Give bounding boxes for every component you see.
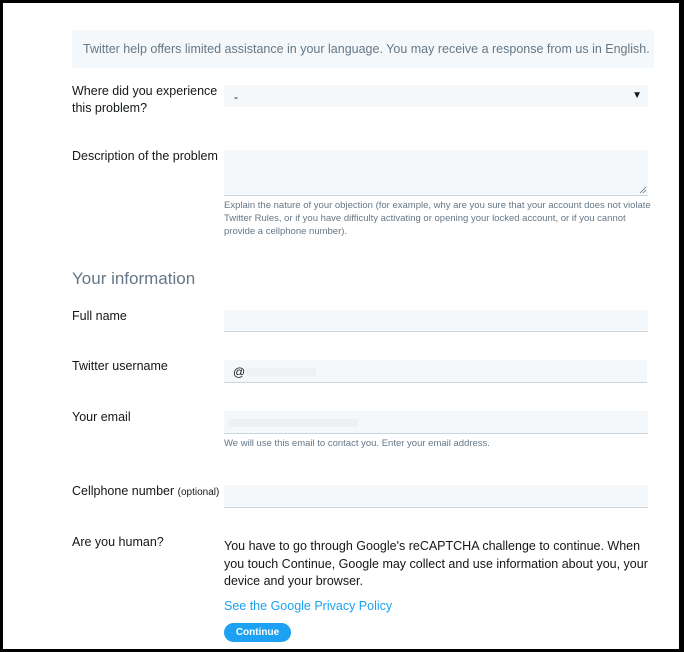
continue-button[interactable]: Continue [224,623,291,642]
optional-tag: (optional) [177,487,220,498]
problem-location-label-line1: Where did you experience [72,84,218,98]
redacted-email [228,419,358,427]
description-help-line2: Twitter Rules, or if you have difficulty activating or opening your locked account, or if you cannot [224,213,626,224]
email-help: We will use this email to contact you. Enter your email address. [224,438,490,449]
email-input[interactable] [224,411,648,434]
description-textarea[interactable] [224,150,648,196]
privacy-policy-link[interactable]: See the Google Privacy Policy [224,599,393,613]
description-help [224,199,651,238]
cellphone-input[interactable] [224,485,648,508]
recaptcha-text: You have to go through Google's reCAPTCHA challenge to continue. When you touch Continue, Google may collect and use information about you, your device and your browser. [224,539,648,588]
resize-handle-icon[interactable] [639,186,647,194]
email-label: Your email [72,410,131,424]
twitter-username-input[interactable] [224,360,647,383]
full-name-input[interactable] [224,310,648,332]
description-help-line1: Explain the nature of your objection (for example, why are you sure that your account does not violate [224,200,651,211]
problem-location-label-line2: this problem? [72,101,148,115]
problem-location-value: - [234,90,238,104]
problem-location-label [72,83,217,117]
chevron-down-icon: ▼ [632,90,642,101]
cellphone-label [72,483,219,501]
language-notice: Twitter help offers limited assistance in your language. You may receive a response from us in English. [72,30,654,68]
human-check-label: Are you human? [72,535,164,549]
cellphone-label-text: Cellphone number [72,484,175,498]
description-help-line3: provide a cellphone number). [224,226,348,237]
redacted-username [246,368,316,376]
twitter-username-label: Twitter username [72,359,168,373]
form-page [3,3,679,649]
description-label: Description of the problem [72,149,218,163]
problem-location-select[interactable] [224,85,648,107]
full-name-label: Full name [72,309,127,323]
your-information-heading: Your information [72,269,196,288]
at-prefix: @ [233,365,246,379]
